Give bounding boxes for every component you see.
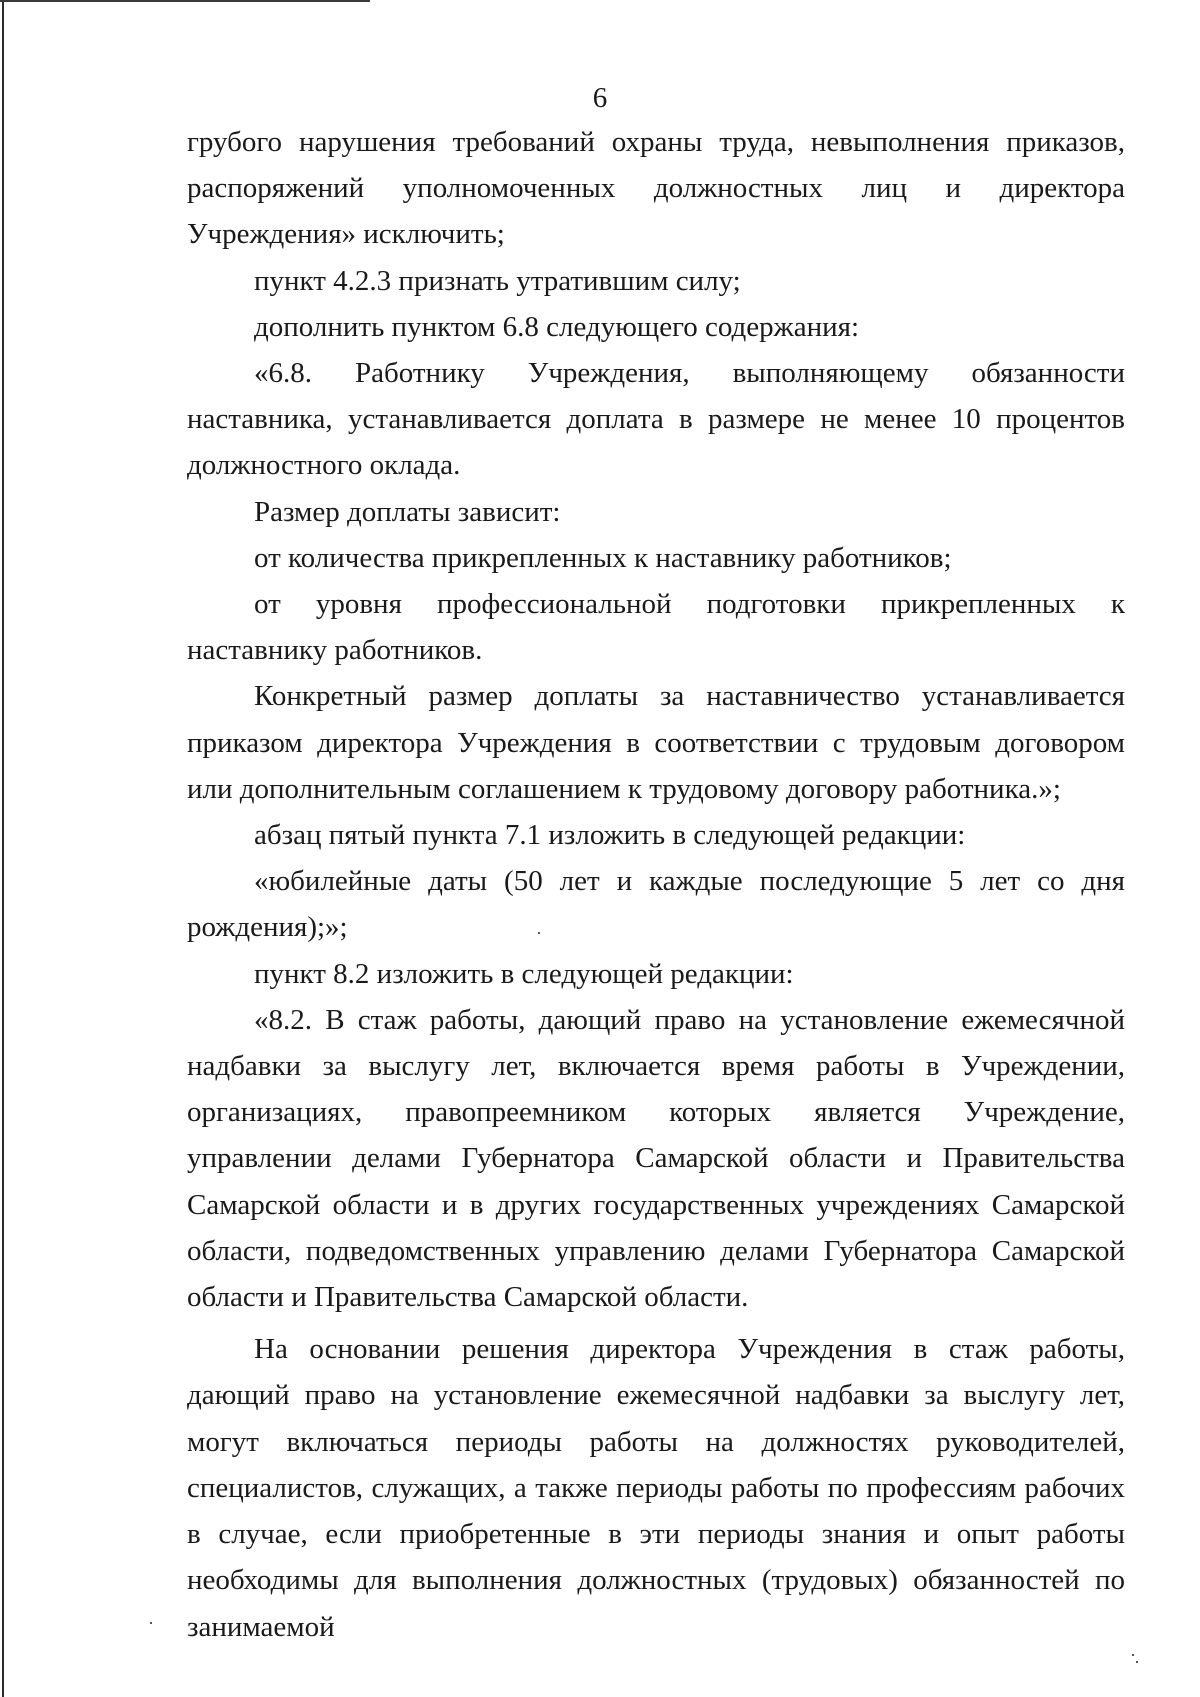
paragraph-12: «8.2. В стаж работы, дающий право на установление ежемесячной надбавки за выслугу лет, включается время работы в Учреждении, организациях, правопреемником которых является Учреждение, управлении делами Губернатора Самарской области и Правительства Самарской области и в других государственных учреждениях Самарской области, подведомственных управлению делами Губернатора Самарской области и Правительства Самарской области. bbox=[187, 1003, 1125, 1314]
scan-speck bbox=[1132, 1654, 1134, 1656]
paragraph-6: от количества прикрепленных к наставнику работников; bbox=[254, 541, 952, 574]
paragraph-13: На основании решения директора Учреждения в стаж работы, дающий право на установление ежемесячной надбавки за выслугу лет, могут включаться периоды работы на должностях руководителей, специалистов, служащих, а также периоды работы по профессиям рабочих в случае, если приобретенные в эти периоды знания и опыт работы необходимы для выполнения должностных (трудовых) обязанностей по занимаемой bbox=[187, 1333, 1125, 1643]
paragraph-4: «6.8. Работнику Учреждения, выполняющему обязанности наставника, устанавливается доплата в размере не менее 10 процентов должностного оклада. bbox=[187, 357, 1125, 482]
paragraph-5: Размер доплаты зависит: bbox=[254, 495, 561, 528]
page-number: 6 bbox=[592, 82, 608, 114]
scan-speck bbox=[538, 932, 540, 934]
paragraph-8: Конкретный размер доплаты за наставничество устанавливается приказом директора Учреждения в соответствии с трудовым договором или дополнительным соглашением к трудовому договору работника.»; bbox=[187, 680, 1125, 805]
scan-edge-left bbox=[2, 0, 4, 1697]
document-body bbox=[187, 119, 1125, 1650]
paragraph-2: пункт 4.2.3 признать утратившим силу; bbox=[254, 264, 741, 297]
paragraph-10: «юбилейные даты (50 лет и каждые последующие 5 лет со дня рождения);»; bbox=[187, 865, 1125, 944]
scan-speck bbox=[1136, 1661, 1138, 1663]
paragraph-9: абзац пятый пункта 7.1 изложить в следующей редакции: bbox=[254, 819, 966, 852]
scan-edge-top bbox=[0, 0, 370, 2]
scan-speck bbox=[150, 1622, 152, 1624]
paragraph-11: пункт 8.2 изложить в следующей редакции: bbox=[254, 957, 794, 990]
paragraph-3: дополнить пунктом 6.8 следующего содержания: bbox=[254, 310, 860, 343]
paragraph-7: от уровня профессиональной подготовки прикрепленных к наставнику работников. bbox=[187, 588, 1125, 667]
paragraph-1: грубого нарушения требований охраны труда, невыполнения приказов, распоряжений уполномоченных должностных лиц и директора Учреждения» исключить; bbox=[187, 126, 1125, 251]
